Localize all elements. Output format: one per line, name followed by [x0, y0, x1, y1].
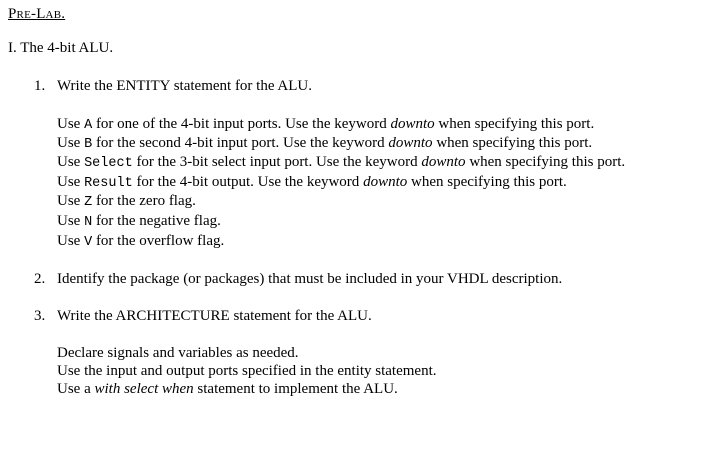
item-3-text: Write the ARCHITECTURE statement for the ALU.	[57, 308, 372, 324]
section-heading	[8, 39, 113, 57]
item-1-bullet-4: Use Result for the 4-bit output. Use the keyword downto when specifying this port.	[57, 174, 567, 191]
item-1-bullet-6: Use N for the negative flag.	[57, 213, 221, 230]
item-3-line-2: Use the input and output ports specified in the entity statement.	[57, 363, 437, 379]
item-3-line-3: Use a with select when statement to implement the ALU.	[57, 381, 398, 397]
code-select: Select	[84, 156, 133, 171]
item-1-bullet-3: Use Select for the 3-bit select input port. Use the keyword downto when specifying this port.	[57, 154, 626, 171]
item-1-number: 1.	[34, 78, 46, 94]
page-title: Pre-Lab.	[8, 6, 66, 22]
item-1-text: Write the ENTITY statement for the ALU.	[57, 78, 313, 94]
item-3-number: 3.	[34, 308, 46, 324]
code-result: Result	[84, 176, 133, 191]
code-a: A	[84, 118, 93, 133]
item-1-bullet-2: Use B for the second 4-bit input port. Use the keyword downto when specifying this port.	[57, 135, 593, 152]
section-heading-text: The 4-bit ALU.	[20, 40, 114, 56]
code-z: Z	[84, 195, 93, 210]
code-n: N	[84, 215, 93, 230]
code-b: B	[84, 137, 93, 152]
item-2-text: Identify the package (or packages) that must be included in your VHDL description.	[57, 271, 563, 287]
item-1-bullet-1: Use A for one of the 4-bit input ports. Use the keyword downto when specifying this port.	[57, 116, 595, 133]
item-1-bullet-5: Use Z for the zero flag.	[57, 193, 196, 210]
item-3-line-1: Declare signals and variables as needed.	[57, 345, 299, 361]
item-1-bullet-7: Use V for the overflow flag.	[57, 233, 225, 250]
code-v: V	[84, 235, 93, 250]
section-number: I.	[8, 40, 17, 56]
item-2-number: 2.	[34, 271, 46, 287]
